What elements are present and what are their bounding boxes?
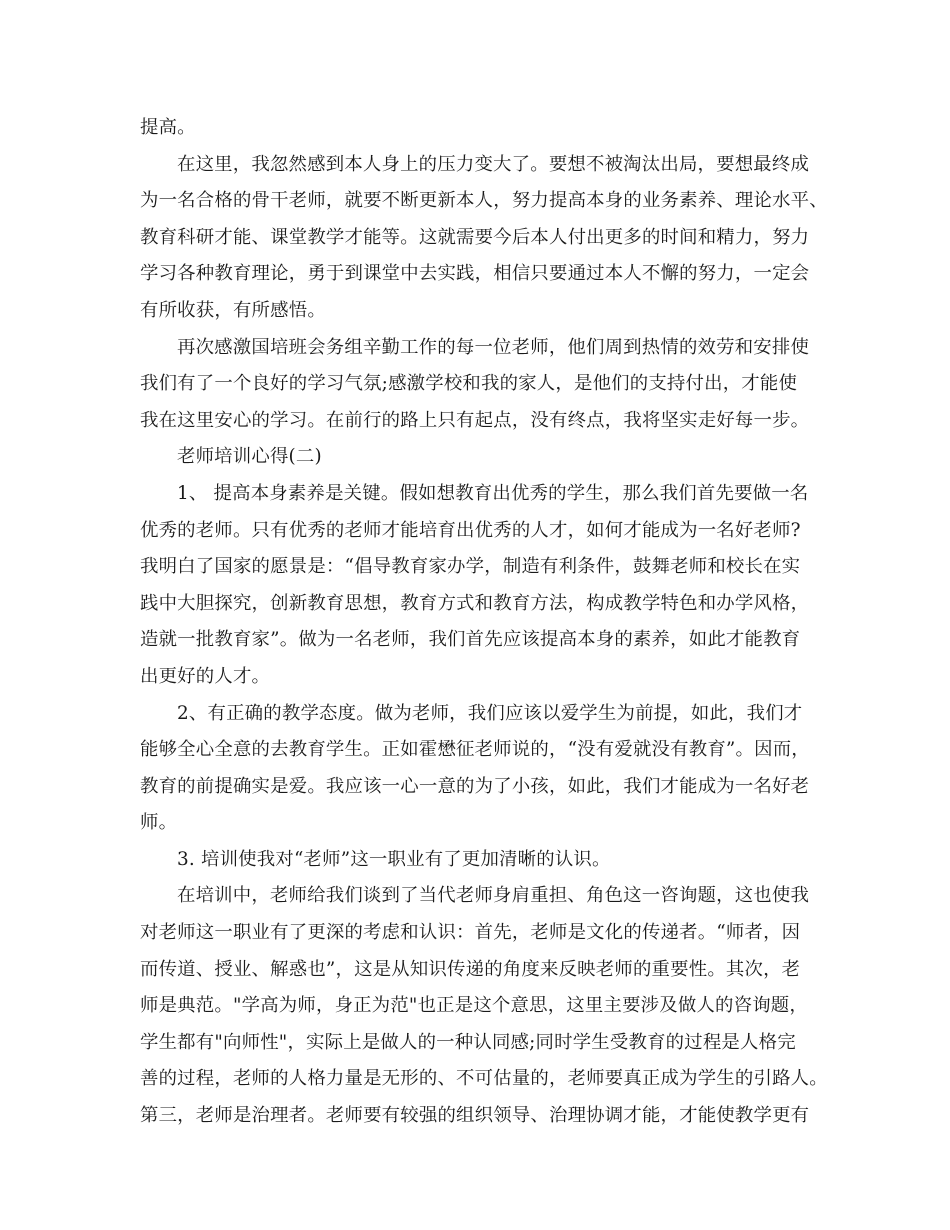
text-line: 而传道、授业、解惑也”，这是从知识传递的角度来反映老师的重要性。其次，老 — [140, 958, 801, 980]
section-heading: 老师培训心得(二) — [177, 446, 322, 468]
text-line: 学生都有"向师性"，实际上是做人的一种认同感;同时学生受教育的过程是人格完 — [140, 1031, 796, 1053]
text-line: 2、有正确的教学态度。做为老师，我们应该以爱学生为前提，如此，我们才 — [177, 702, 803, 724]
text-line: 造就一批教育家”。做为一名老师，我们首先应该提高本身的素养，如此才能教育 — [140, 629, 801, 651]
text-line: 师是典范。"学高为师，身正为范"也正是这个意思，这里主要涉及做人的咨询题， — [140, 995, 808, 1017]
text-line: 再次感激国培班会务组辛勤工作的每一位老师，他们周到热情的效劳和安排使 — [177, 336, 810, 358]
text-line: 我们有了一个良好的学习气氛;感激学校和我的家人，是他们的支持付出，才能使 — [140, 373, 798, 395]
text-line: 3. 培训使我对“老师”这一职业有了更加清晰的认识。 — [177, 848, 611, 870]
text-line: 对老师这一职业有了更深的考虑和认识：首先，老师是文化的传递者。“师者，因 — [140, 922, 801, 944]
text-line: 我在这里安心的学习。在前行的路上只有起点，没有终点，我将坚实走好每一步。 — [140, 409, 810, 431]
text-line: 学习各种教育理论，勇于到课堂中去实践，相信只要通过本人不懈的努力，一定会 — [140, 263, 810, 285]
text-line: 善的过程，老师的人格力量是无形的、不可估量的，老师要真正成为学生的引路人。 — [140, 1068, 828, 1090]
text-line: 在这里，我忽然感到本人身上的压力变大了。要想不被淘汰出局，要想最终成 — [177, 153, 810, 175]
text-line: 优秀的老师。只有优秀的老师才能培育出优秀的人才，如何才能成为一名好老师? — [140, 519, 801, 541]
text-line: 为一名合格的骨干老师，就要不断更新本人，努力提高本身的业务素养、理论水平、 — [140, 190, 828, 212]
text-line: 1、 提高本身素养是关键。假如想教育出优秀的学生，那么我们首先要做一名 — [177, 482, 809, 504]
text-line: 师。 — [140, 812, 178, 834]
text-line: 出更好的人才。 — [140, 665, 271, 687]
text-line: 能够全心全意的去教育学生。正如霍懋征老师说的，“没有爱就没有教育”。因而， — [140, 739, 810, 761]
text-line: 在培训中，老师给我们谈到了当代老师身肩重担、角色这一咨询题，这也使我 — [177, 885, 810, 907]
text-line: 第三，老师是治理者。老师要有较强的组织领导、治理协调才能，才能使教学更有 — [140, 1105, 810, 1127]
document-page — [140, 110, 828, 1135]
text-line: 有所收获，有所感悟。 — [140, 299, 326, 321]
text-line: 提高。 — [140, 117, 196, 138]
text-line: 教育的前提确实是爱。我应该一心一意的为了小孩，如此，我们才能成为一名好老 — [140, 775, 810, 797]
text-line: 教育科研才能、课堂教学才能等。这就需要今后本人付出更多的时间和精力，努力 — [140, 226, 810, 248]
text-line: 我明白了国家的愿景是：“倡导教育家办学，制造有利条件，鼓舞老师和校长在实 — [140, 556, 801, 578]
text-line: 践中大胆探究，创新教育思想，教育方式和教育方法，构成教学特色和办学风格， — [140, 592, 810, 614]
